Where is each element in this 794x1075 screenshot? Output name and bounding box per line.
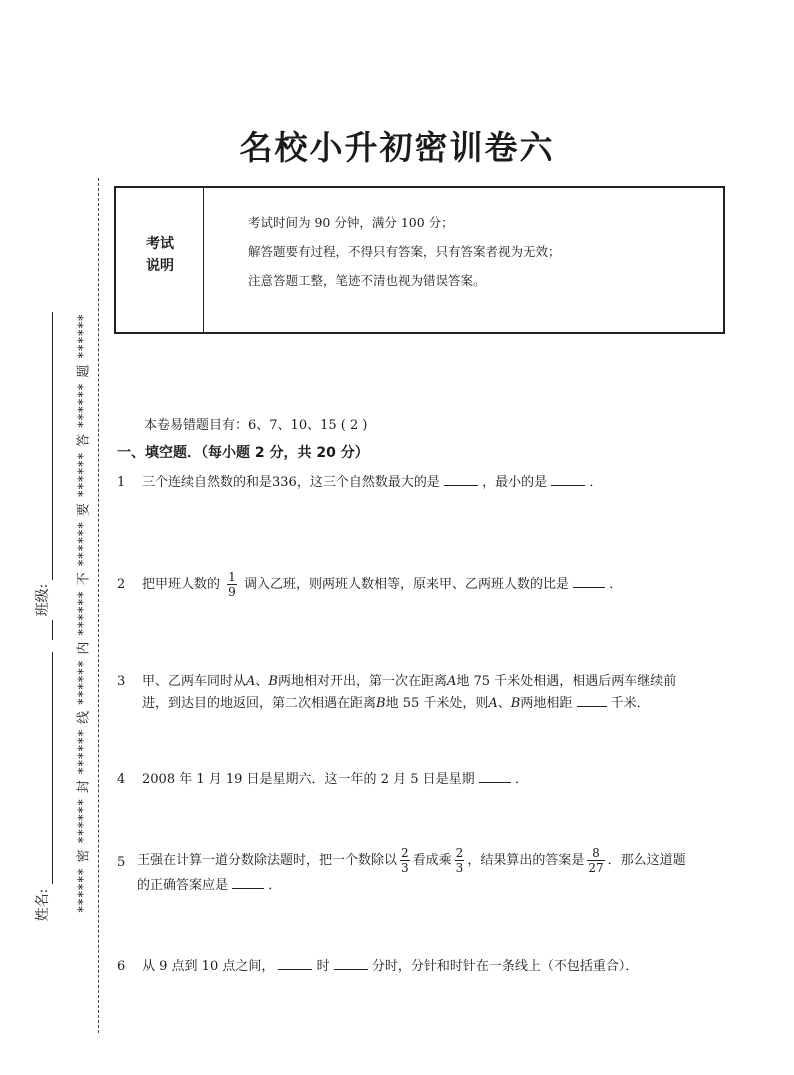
question-text: 、 bbox=[255, 674, 269, 689]
question-text: ． bbox=[609, 577, 623, 592]
question-text: 2008 年 1 月 19 日是星期六．这一年的 2 月 5 日是星期 bbox=[142, 772, 475, 787]
question-text: 看成乘 bbox=[412, 853, 452, 868]
question-text: ，结果算出的答案是 bbox=[467, 853, 585, 868]
fraction-denominator: 3 bbox=[401, 861, 409, 875]
fraction-numerator: 1 bbox=[228, 570, 236, 584]
question-text: 进，到达目的地返回，第二次相遇在距离 bbox=[142, 696, 377, 711]
fraction-denominator: 9 bbox=[228, 585, 236, 599]
question-number: 3 bbox=[117, 674, 126, 689]
binding-dashed-line bbox=[98, 178, 99, 1033]
question-number: 6 bbox=[117, 959, 126, 974]
question-text: 三个连续自然数的和是336，这三个自然数最大的是 bbox=[142, 475, 440, 490]
fraction bbox=[400, 846, 410, 875]
question-text: 王强在计算一道分数除法题时，把一个数除以 bbox=[137, 853, 398, 868]
fraction-numerator: 2 bbox=[401, 846, 409, 860]
question-number: 1 bbox=[117, 475, 126, 490]
question-3 bbox=[117, 671, 737, 715]
question-text: 的正确答案应是 bbox=[137, 878, 229, 893]
question-line bbox=[137, 846, 737, 875]
fraction-denominator: 3 bbox=[455, 861, 464, 875]
question-line bbox=[142, 693, 737, 715]
question-line bbox=[142, 671, 737, 693]
question-5 bbox=[117, 846, 737, 897]
point-b: B bbox=[510, 696, 521, 711]
instructions-label bbox=[116, 233, 204, 277]
question-text: ．那么这道题 bbox=[607, 853, 686, 868]
answer-blank[interactable] bbox=[551, 473, 585, 486]
answer-blank[interactable] bbox=[278, 957, 312, 970]
question-number: 5 bbox=[117, 855, 126, 870]
answer-blank[interactable] bbox=[444, 473, 478, 486]
answer-blank[interactable] bbox=[573, 575, 605, 588]
question-text: ，最小的是 bbox=[482, 475, 548, 490]
question-2 bbox=[117, 570, 737, 599]
exam-instructions-box bbox=[114, 186, 725, 334]
class-input-line-tail bbox=[52, 620, 53, 640]
page-title: 名校小升初密训卷六 bbox=[239, 128, 555, 167]
instructions-label-cell bbox=[116, 188, 204, 332]
question-text: 、 bbox=[497, 696, 511, 711]
question-text: 两地相距 bbox=[520, 696, 573, 711]
fraction bbox=[455, 846, 465, 875]
point-a: A bbox=[488, 696, 498, 711]
question-text: 两地相对开出，第一次在距离 bbox=[277, 674, 447, 689]
question-text: ． bbox=[268, 878, 282, 893]
question-text: 甲、乙两车同时从 bbox=[142, 674, 247, 689]
question-6 bbox=[117, 956, 737, 978]
fraction bbox=[587, 846, 604, 875]
seal-line-text: ****** 密 ****** 封 ****** 线 ****** 内 ****** 不 ****** 要 ****** 答 ****** 题 ****** bbox=[76, 313, 92, 913]
instructions-label-line1: 考试 bbox=[146, 236, 174, 252]
section-heading-fill-blank: 一、填空题．（每小题 2 分，共 20 分） bbox=[117, 445, 369, 461]
question-text: ． bbox=[514, 772, 528, 787]
fraction bbox=[227, 570, 237, 599]
answer-blank[interactable] bbox=[334, 957, 368, 970]
question-text: 把甲班人数的 bbox=[142, 577, 221, 592]
instructions-label-line2: 说明 bbox=[146, 258, 174, 274]
instruction-line: 注意答题工整，笔迹不清也视为错误答案。 bbox=[248, 273, 486, 288]
point-a: A bbox=[246, 674, 256, 689]
question-text: 千米． bbox=[610, 696, 650, 711]
question-text: 地 75 千米处相遇，相遇后两车继续前 bbox=[456, 674, 677, 689]
question-4 bbox=[117, 769, 737, 791]
question-text: ． bbox=[589, 475, 603, 490]
fraction-denominator: 27 bbox=[588, 861, 604, 875]
answer-blank[interactable] bbox=[479, 770, 511, 783]
question-text: 从 9 点到 10 点之间， bbox=[142, 959, 275, 974]
question-text: 时 bbox=[316, 959, 330, 974]
error-prone-notice: 本卷易错题目有：6、7、10、15 ( 2 ) bbox=[144, 418, 368, 433]
answer-blank[interactable] bbox=[577, 694, 607, 707]
name-input-line[interactable] bbox=[52, 652, 53, 884]
point-a: A bbox=[447, 674, 457, 689]
fraction-numerator: 8 bbox=[587, 846, 604, 861]
question-number: 2 bbox=[117, 577, 126, 592]
question-text: 分时，分针和时针在一条线上（不包括重合）． bbox=[371, 959, 639, 974]
instruction-line: 解答题要有过程，不得只有答案，只有答案者视为无效； bbox=[248, 244, 561, 259]
point-b: B bbox=[268, 674, 278, 689]
class-label: 班级: bbox=[35, 583, 51, 617]
question-text: 调入乙班，则两班人数相等，原来甲、乙两班人数的比是 bbox=[243, 577, 569, 592]
question-line bbox=[137, 875, 737, 897]
class-input-line[interactable] bbox=[52, 312, 53, 580]
instruction-line: 考试时间为 90 分钟，满分 100 分； bbox=[248, 215, 454, 230]
instructions-lines bbox=[248, 208, 561, 295]
name-label: 姓名: bbox=[35, 888, 51, 922]
answer-blank[interactable] bbox=[232, 876, 264, 889]
point-b: B bbox=[376, 696, 386, 711]
question-number: 4 bbox=[117, 772, 126, 787]
fraction-numerator: 2 bbox=[455, 846, 464, 860]
question-1 bbox=[117, 472, 737, 494]
question-text: 地 55 千米处，则 bbox=[385, 696, 489, 711]
